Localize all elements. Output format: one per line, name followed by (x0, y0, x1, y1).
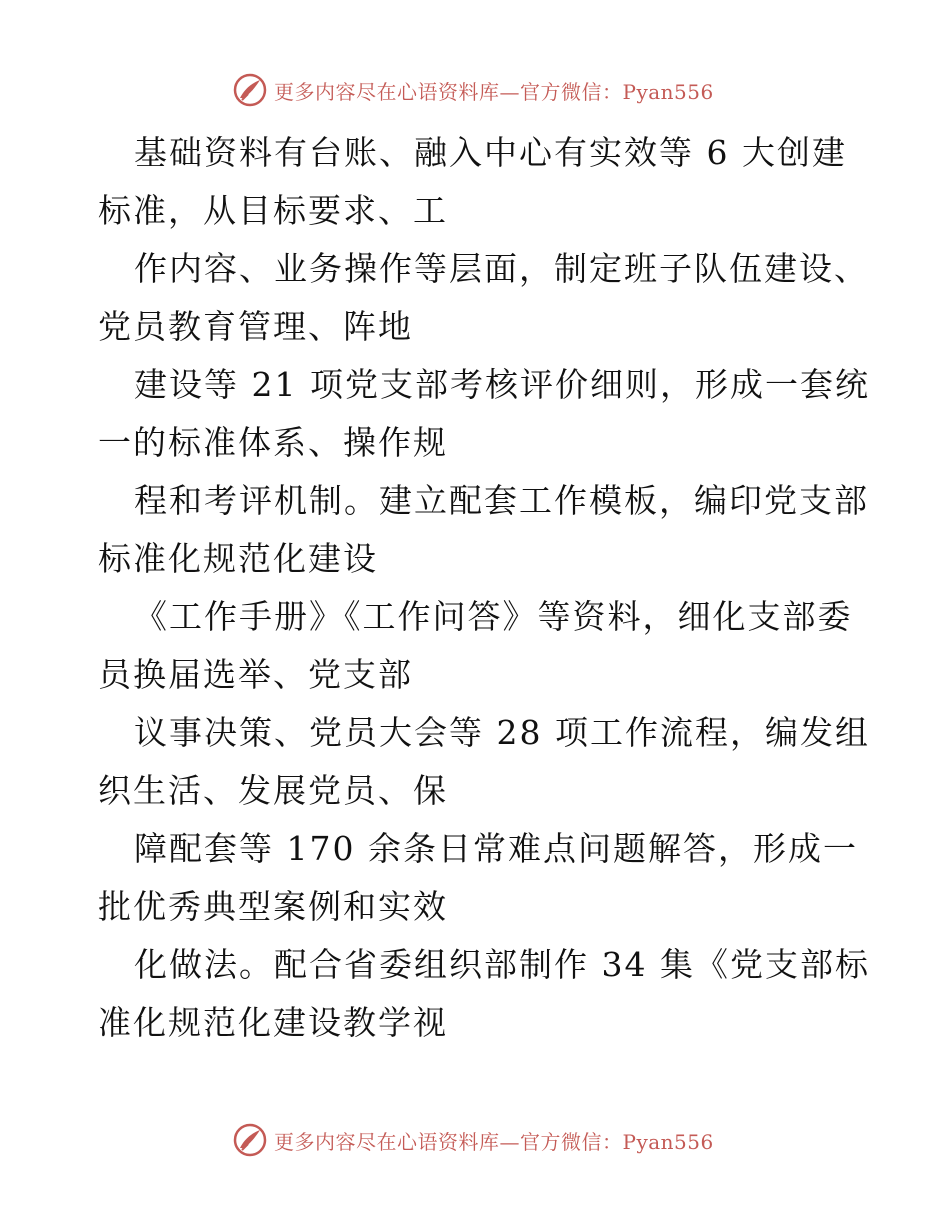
body-paragraph (98, 124, 870, 1052)
text-line: 化做法。配合省委组织部制作 34 集《党支部标 (134, 945, 870, 984)
text-line: 党员教育管理、阵地 (98, 307, 413, 346)
text-line: 批优秀典型案例和实效 (98, 887, 448, 926)
footer-banner-text: 更多内容尽在心语资料库—官方微信：Pyan556 (274, 1129, 714, 1154)
text-line: 织生活、发展党员、保 (98, 771, 448, 810)
text-line: 议事决策、党员大会等 28 项工作流程，编发组 (134, 713, 870, 752)
text-line: 标准，从目标要求、工 (98, 191, 448, 230)
text-line: 程和考评机制。建立配套工作模板，编印党支部 (134, 481, 869, 520)
text-line: 障配套等 170 余条日常难点问题解答，形成一 (134, 829, 858, 868)
text-line: 基础资料有台账、融入中心有实效等 6 大创建 (134, 133, 847, 172)
quill-pen-logo-icon (232, 1122, 268, 1158)
text-line: 一的标准体系、操作规 (98, 423, 448, 462)
text-line: 建设等 21 项党支部考核评价细则，形成一套统 (134, 365, 870, 404)
header-banner (232, 70, 752, 110)
footer-banner (232, 1120, 752, 1160)
text-line: 作内容、业务操作等层面，制定班子队伍建设、 (134, 249, 869, 288)
quill-pen-logo-icon (232, 72, 268, 108)
text-line: 标准化规范化建设 (98, 539, 378, 578)
text-line: 准化规范化建设教学视 (98, 1003, 448, 1042)
header-banner-text: 更多内容尽在心语资料库—官方微信：Pyan556 (274, 79, 714, 104)
text-line: 《工作手册》《工作问答》等资料，细化支部委 (134, 597, 853, 636)
text-line: 员换届选举、党支部 (98, 655, 413, 694)
